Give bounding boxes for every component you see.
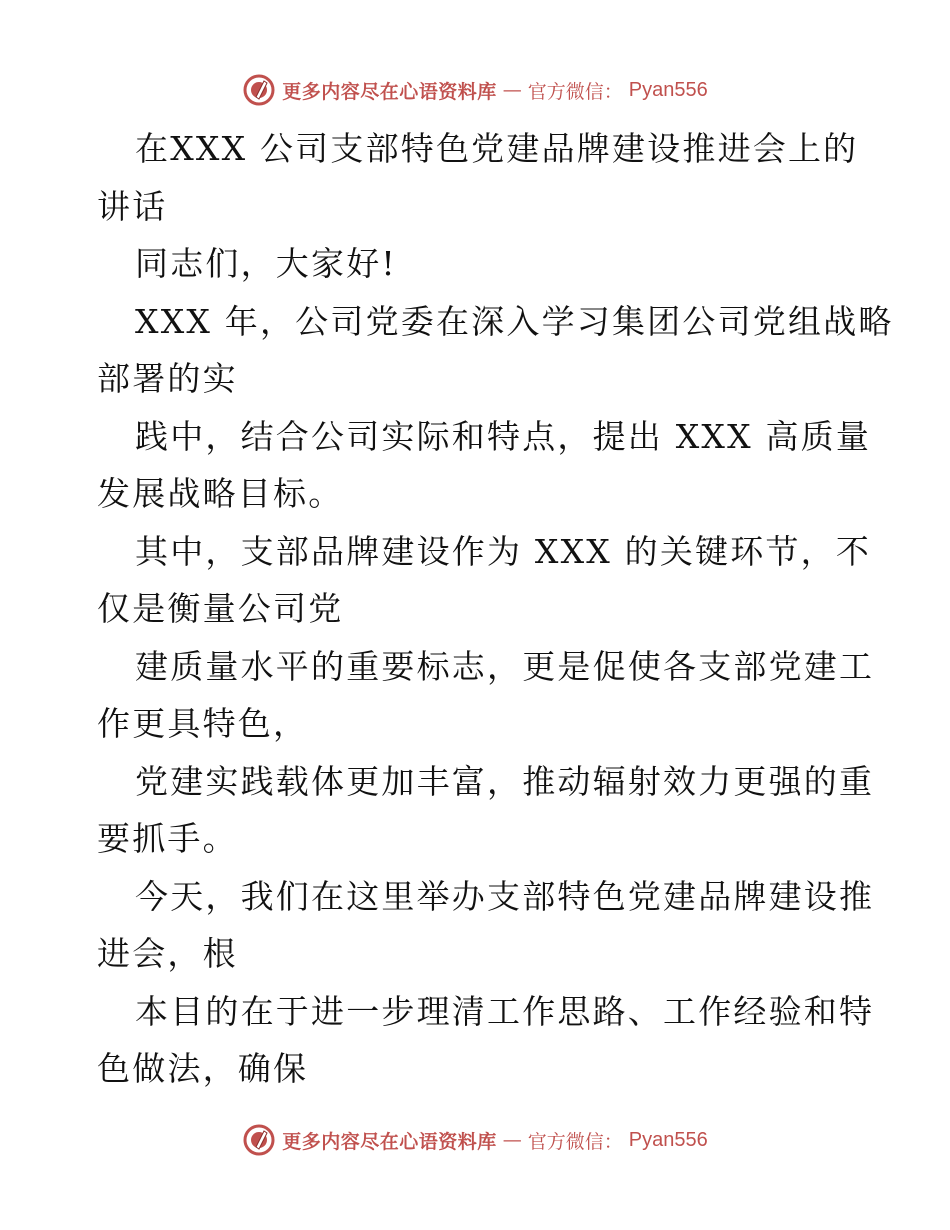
watermark-text: 更多内容尽在心语资料库 bbox=[282, 80, 497, 103]
paragraph-line: 其中，支部品牌建设作为 XXX 的关键环节，不 bbox=[135, 531, 872, 571]
watermark-separator: — bbox=[502, 1129, 522, 1151]
watermark-wechat-id: Pyan556 bbox=[628, 78, 708, 101]
watermark-separator: — bbox=[502, 79, 522, 101]
title-line-2: 讲话 bbox=[97, 186, 168, 226]
paragraph-line: 今天，我们在这里举办支部特色党建品牌建设推 bbox=[135, 876, 875, 916]
paragraph-line: 践中，结合公司实际和特点，提出 XXX 高质量 bbox=[135, 416, 872, 456]
paragraph-line: XXX 年，公司党委在深入学习集团公司党组战略 bbox=[135, 301, 894, 341]
greeting-line: 同志们，大家好! bbox=[135, 244, 397, 283]
paragraph-line: 党建实践载体更加丰富，推动辐射效力更强的重 bbox=[135, 761, 875, 801]
paragraph-line: 要抓手。 bbox=[97, 819, 238, 858]
watermark-text: 更多内容尽在心语资料库 bbox=[282, 1130, 497, 1153]
watermark-banner-top bbox=[0, 70, 950, 110]
watermark-banner-bottom bbox=[0, 1120, 950, 1160]
paragraph-line: 建质量水平的重要标志，更是促使各支部党建工 bbox=[135, 646, 875, 686]
paragraph-line: 发展战略目标。 bbox=[97, 474, 344, 513]
watermark-wechat-id: Pyan556 bbox=[628, 1128, 708, 1151]
paragraph-line: 作更具特色， bbox=[97, 704, 309, 743]
document-body bbox=[97, 120, 894, 1098]
watermark-wechat-label: 官方微信： bbox=[527, 80, 623, 103]
paragraph-line: 进会，根 bbox=[97, 934, 238, 973]
paragraph-line: 部署的实 bbox=[97, 359, 238, 398]
pen-logo-icon bbox=[242, 1123, 276, 1157]
title-line-1: 在XXX 公司支部特色党建品牌建设推进会上的 bbox=[135, 129, 859, 168]
paragraph-line: 仅是衡量公司党 bbox=[97, 589, 344, 628]
paragraph-line: 色做法，确保 bbox=[97, 1049, 309, 1088]
pen-logo-icon bbox=[242, 73, 276, 107]
watermark-wechat-label: 官方微信： bbox=[527, 1130, 623, 1153]
paragraph-line: 本目的在于进一步理清工作思路、工作经验和特 bbox=[135, 991, 875, 1031]
